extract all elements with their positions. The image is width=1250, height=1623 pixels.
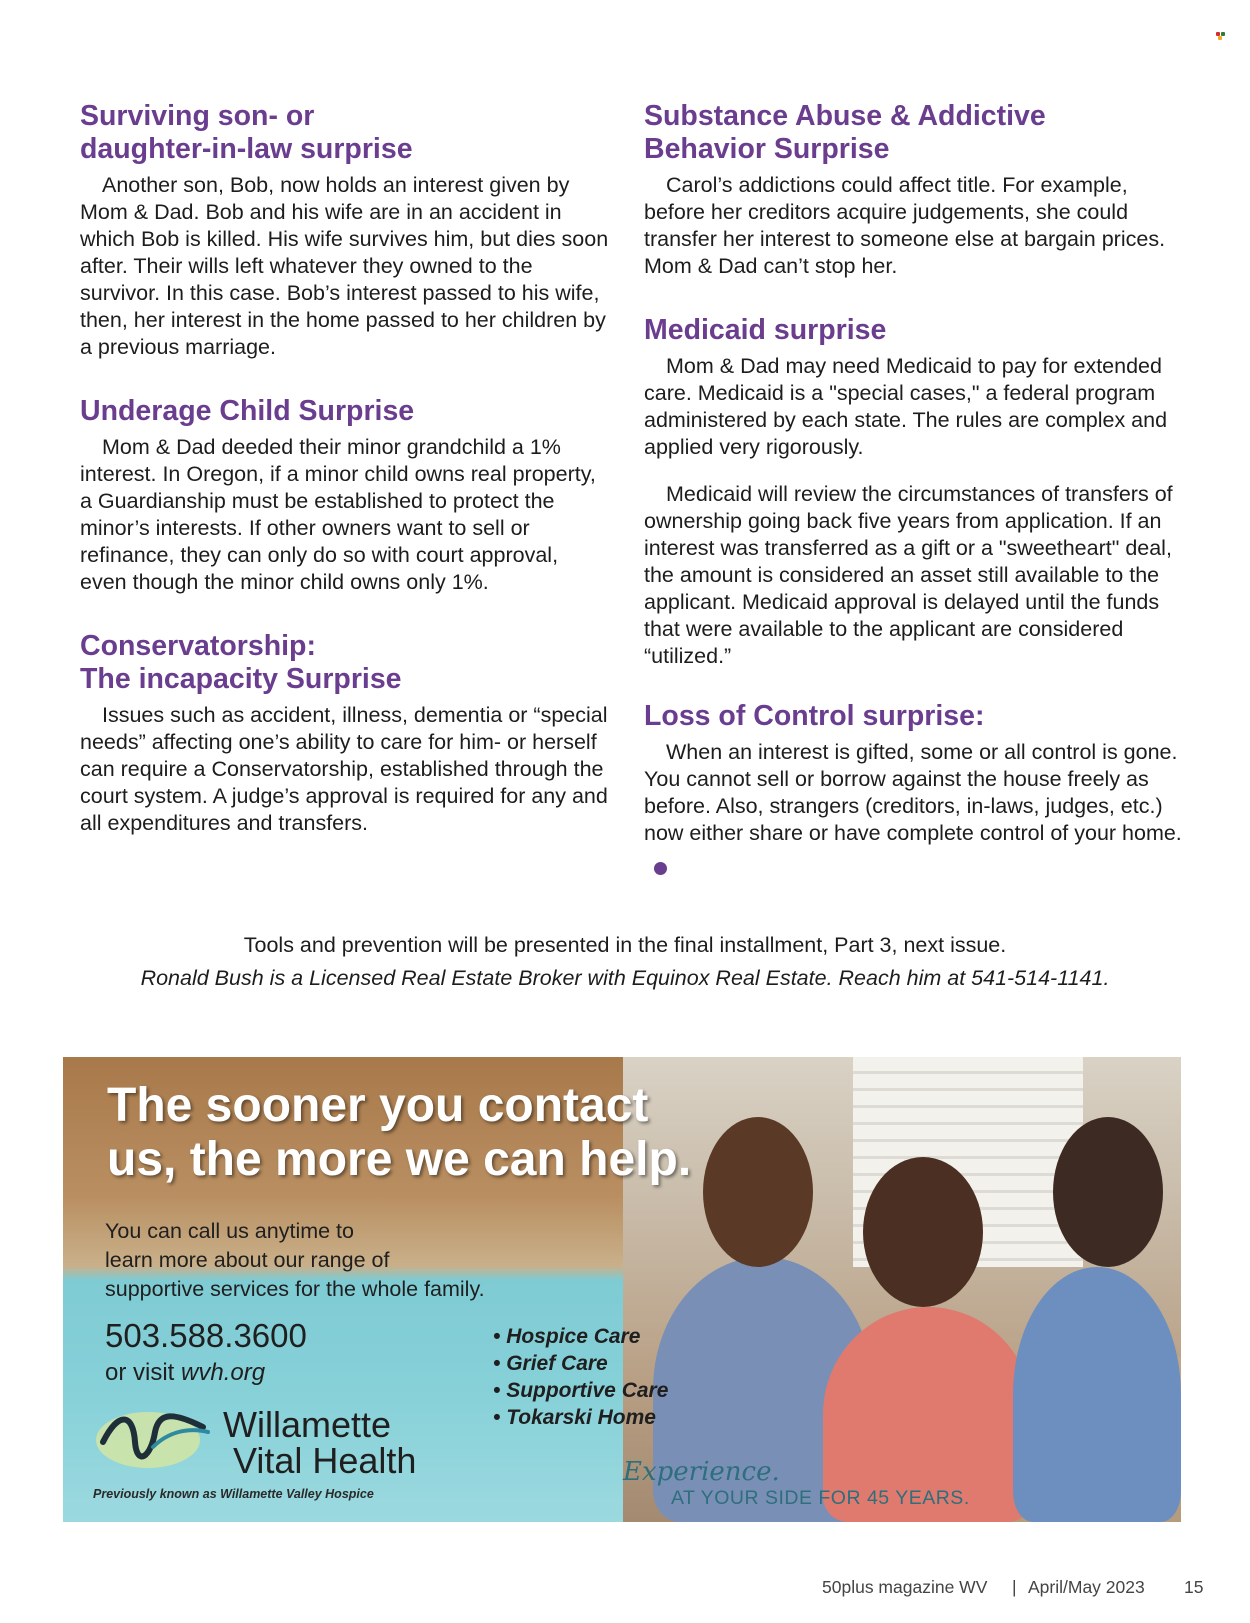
headline-line: The sooner you contact xyxy=(107,1079,649,1132)
logo-line-1: Willamette xyxy=(223,1404,392,1445)
ad-logo-text xyxy=(223,1404,417,1481)
section-paragraph xyxy=(644,739,1184,875)
service-item: • Supportive Care xyxy=(493,1377,668,1404)
service-item: • Tokarski Home xyxy=(493,1404,668,1431)
section-title xyxy=(644,700,1184,733)
left-column xyxy=(80,100,610,871)
ad-visit-line xyxy=(105,1359,265,1387)
advertisement xyxy=(63,1057,1181,1522)
title-line: Behavior Surprise xyxy=(644,133,890,165)
section-paragraph: Mom & Dad deeded their minor grandchild a 1% interest. In Oregon, if a minor child owns real property, a Guardianship must be established to protect the minor’s interests. If other owners want to sell or refinance, they can only do so with court approval, even though the minor child owns only 1%. xyxy=(80,435,596,594)
ad-previously-known: Previously known as Willamette Valley Hospice xyxy=(93,1487,374,1501)
section-loss-of-control xyxy=(644,700,1184,875)
corner-color-mark xyxy=(1216,32,1226,40)
sub-line: supportive services for the whole family. xyxy=(105,1277,485,1301)
title-line: Medicaid surprise xyxy=(644,314,887,346)
ad-headline xyxy=(107,1079,807,1187)
title-line: Conservatorship: xyxy=(80,630,316,662)
logo-line-2: Vital Health xyxy=(233,1440,417,1481)
paragraph-text: When an interest is gifted, some or all control is gone. You cannot sell or borrow against the house freely as before. Also, strangers (creditors, in-laws, judges, etc.) now either share or have complete control of your home. xyxy=(644,740,1182,845)
ad-website: wvh.org xyxy=(181,1359,266,1386)
ad-years-tagline: AT YOUR SIDE FOR 45 YEARS. xyxy=(671,1487,970,1509)
end-of-article-dot-icon xyxy=(654,862,667,875)
sub-line: learn more about our range of xyxy=(105,1248,390,1272)
title-line: Surviving son- or xyxy=(80,100,315,132)
section-underage-child xyxy=(80,395,610,596)
headline-line: us, the more we can help. xyxy=(107,1133,692,1186)
title-line: The incapacity Surprise xyxy=(80,663,402,695)
section-medicaid xyxy=(644,314,1184,670)
right-column xyxy=(644,100,1184,909)
sub-line: You can call us anytime to xyxy=(105,1219,354,1243)
ad-experience-script: Experience. xyxy=(623,1457,780,1487)
visit-prefix: or visit xyxy=(105,1359,182,1386)
section-title xyxy=(80,395,610,428)
title-line: daughter-in-law surprise xyxy=(80,133,413,165)
footer-separator: | xyxy=(1012,1577,1017,1597)
section-title xyxy=(80,630,610,696)
section-paragraph: Issues such as accident, illness, dementia or “special needs” affecting one’s ability to care for him- or herself can require a Conservatorship, established through the court system. A judge’s approval is required for any and all expenditures and transfers. xyxy=(80,703,608,835)
section-title xyxy=(644,100,1184,166)
author-bio: Ronald Bush is a Licensed Real Estate Broker with Equinox Real Estate. Reach him at 541-514-1141. xyxy=(140,966,1110,990)
section-substance-abuse xyxy=(644,100,1184,280)
ad-subtext xyxy=(105,1217,625,1304)
man-head xyxy=(863,1157,983,1307)
section-title xyxy=(644,314,1184,347)
section-son-in-law xyxy=(80,100,610,361)
section-paragraph: Medicaid will review the circumstances of transfers of ownership going back five years from application. If an interest was transferred as a gift or a "sweetheart" deal, the amount is considered an asset still available to the applicant. Medicaid approval is delayed until the funds that were available to the applicant are considered “utilized.” xyxy=(644,482,1173,668)
page-footer xyxy=(0,1577,1250,1601)
title-line: Substance Abuse & Addictive xyxy=(644,100,1046,132)
section-title xyxy=(80,100,610,166)
page-number: 15 xyxy=(1184,1577,1204,1597)
corner-mark-yellow xyxy=(1218,36,1222,40)
section-conservatorship xyxy=(80,630,610,837)
service-item: • Hospice Care xyxy=(493,1323,668,1350)
woman-head xyxy=(1053,1117,1163,1267)
section-paragraph: Mom & Dad may need Medicaid to pay for extended care. Medicaid is a "special cases," a federal program administered by each state. The rules are complex and applied very rigorously. xyxy=(644,354,1168,459)
magazine-name: 50plus magazine WV xyxy=(822,1577,988,1597)
title-line: Underage Child Surprise xyxy=(80,395,415,427)
section-paragraph: Carol’s addictions could affect title. For example, before her creditors acquire judgements, she could transfer her interest to someone else at bargain prices. Mom & Dad can’t stop her. xyxy=(644,173,1166,278)
ad-services-list xyxy=(493,1323,668,1431)
next-issue-note: Tools and prevention will be presented in the final installment, Part 3, next issue. xyxy=(243,933,1007,957)
service-item: • Grief Care xyxy=(493,1350,668,1377)
woman-figure xyxy=(1013,1267,1181,1522)
section-paragraph: Another son, Bob, now holds an interest given by Mom & Dad. Bob and his wife are in an accident in which Bob is killed. His wife survives him, but dies soon after. Their wills left whatever they owned to the survivor. In this case. Bob’s interest passed to his wife, then, her interest in the home passed to her children by a previous marriage. xyxy=(80,173,609,359)
issue-date: April/May 2023 xyxy=(1028,1577,1145,1597)
willamette-logo-icon xyxy=(93,1402,213,1472)
title-line: Loss of Control surprise: xyxy=(644,700,985,732)
ad-phone-number: 503.588.3600 xyxy=(105,1317,307,1354)
